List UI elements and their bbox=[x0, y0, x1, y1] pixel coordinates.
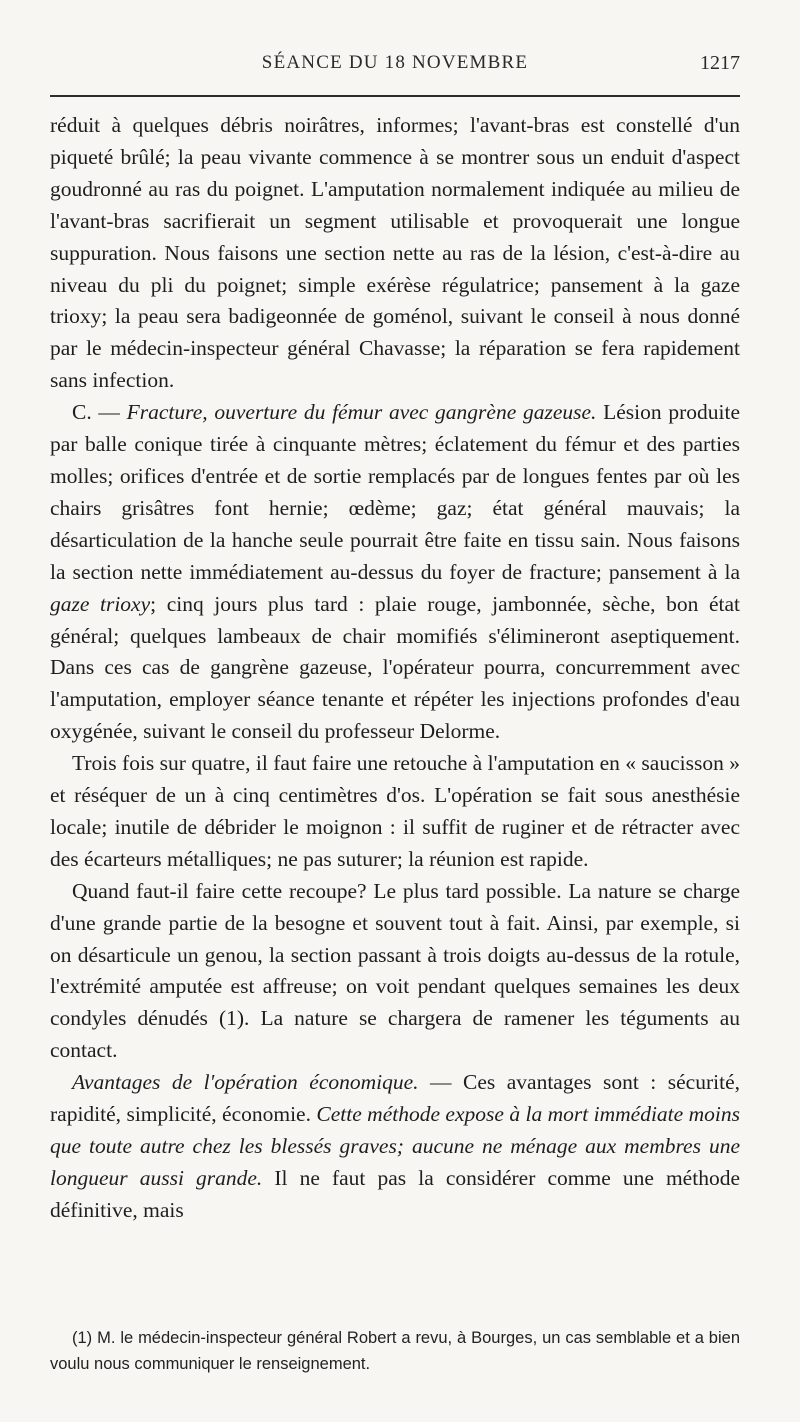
page-number: 1217 bbox=[700, 52, 740, 74]
case-c-heading: Fracture, ouverture du fémur avec gangrène gazeuse. bbox=[126, 400, 597, 425]
paragraph-1 bbox=[50, 110, 740, 397]
paragraph-5 bbox=[50, 1067, 740, 1227]
running-header bbox=[50, 52, 740, 82]
paragraph-1-text: réduit à quelques débris noirâtres, informes; l'avant-bras est constellé d'un piqueté brûlé; la peau vivante commence à se montrer sous un enduit d'aspect goudronné au ras du poignet. L'amputation normalement indiquée au milieu de l'avant-bras sacrifierait un segment utilisable et provoquerait une longue suppuration. Nous faisons une section nette au ras de la lésion, c'est-à-dire au niveau du pli du poignet; simple exérèse régulatrice; pansement à la gaze trioxy; la peau sera badigeonnée de goménol, suivant le conseil à nous donné par le médecin-inspecteur général Chavasse; la réparation se fera rapidement sans infection. bbox=[50, 113, 740, 393]
paragraph-4-text: Quand faut-il faire cette recoupe? Le plus tard possible. La nature se charge d'une grande partie de la besogne et souvent tout à fait. Ainsi, par exemple, si on désarticule un genou, la section passant à trois doigts au-dessus de la rotule, l'extrémité amputée est affreuse; on voit pendant quelques semaines les deux condyles dénudés (1). La nature se chargera de ramener les téguments au contact. bbox=[50, 878, 740, 1063]
paragraph-4 bbox=[50, 876, 740, 1067]
paragraph-3-text: Trois fois sur quatre, il faut faire une retouche à l'amputation en « saucisson » et réséquer de un à cinq centimètres d'os. L'opération se fait sous anesthésie locale; inutile de débrider le moignon : il suffit de ruginer et de rétracter avec des écarteurs métalliques; ne pas suturer; la réunion est rapide. bbox=[50, 751, 740, 871]
paragraph-2-text-a: Lésion produite par balle conique tirée à cinquante mètres; éclatement du fémur et des parties molles; orifices d'entrée et de sortie remplacés par de longues fentes par où les chairs grisâtres font hernie; œdème; gaz; état général mauvais; la désarticulation de la hanche seule pourrait être faite en tissu sain. Nous faisons la section nette immédiatement au-dessus du foyer de fracture; pansement à la bbox=[50, 400, 740, 584]
case-c-label: C. — bbox=[72, 400, 127, 425]
advantages-heading: Avantages de l'opération économique. bbox=[72, 1070, 419, 1095]
header-title: SÉANCE DU 18 NOVEMBRE bbox=[261, 52, 529, 73]
paragraph-2 bbox=[50, 397, 740, 748]
paragraph-5-text-c: Il ne faut pas la considérer comme une méthode définitive, mais bbox=[50, 1165, 740, 1222]
footnote bbox=[50, 1325, 740, 1377]
paragraph-2-italic: gaze trioxy bbox=[50, 591, 151, 616]
footnote-text: (1) M. le médecin-inspecteur général Robert a revu, à Bourges, un cas semblable et a bien voulu nous communiquer le renseignement. bbox=[50, 1329, 740, 1373]
paragraph-5-italic: Cette méthode expose à la mort immédiate moins que toute autre chez les blessés graves; aucune ne ménage aux membres une longueur aussi grande. bbox=[50, 1102, 740, 1190]
body-text bbox=[50, 110, 740, 1227]
header-rule bbox=[50, 95, 740, 97]
paragraph-5-text-a: — Ces avantages sont : sécurité, rapidité, simplicité, économie. bbox=[50, 1070, 740, 1127]
paragraph-2-text-c: ; cinq jours plus tard : plaie rouge, jambonnée, sèche, bon état général; quelques lambeaux de chair momifiés s'élimineront aseptiquement. Dans ces cas de gangrène gazeuse, l'opérateur pourra, concurremment avec l'amputation, employer séance tenante et répéter les injections profondes d'eau oxygénée, suivant le conseil du professeur Delorme. bbox=[50, 591, 740, 744]
paragraph-3 bbox=[50, 748, 740, 876]
